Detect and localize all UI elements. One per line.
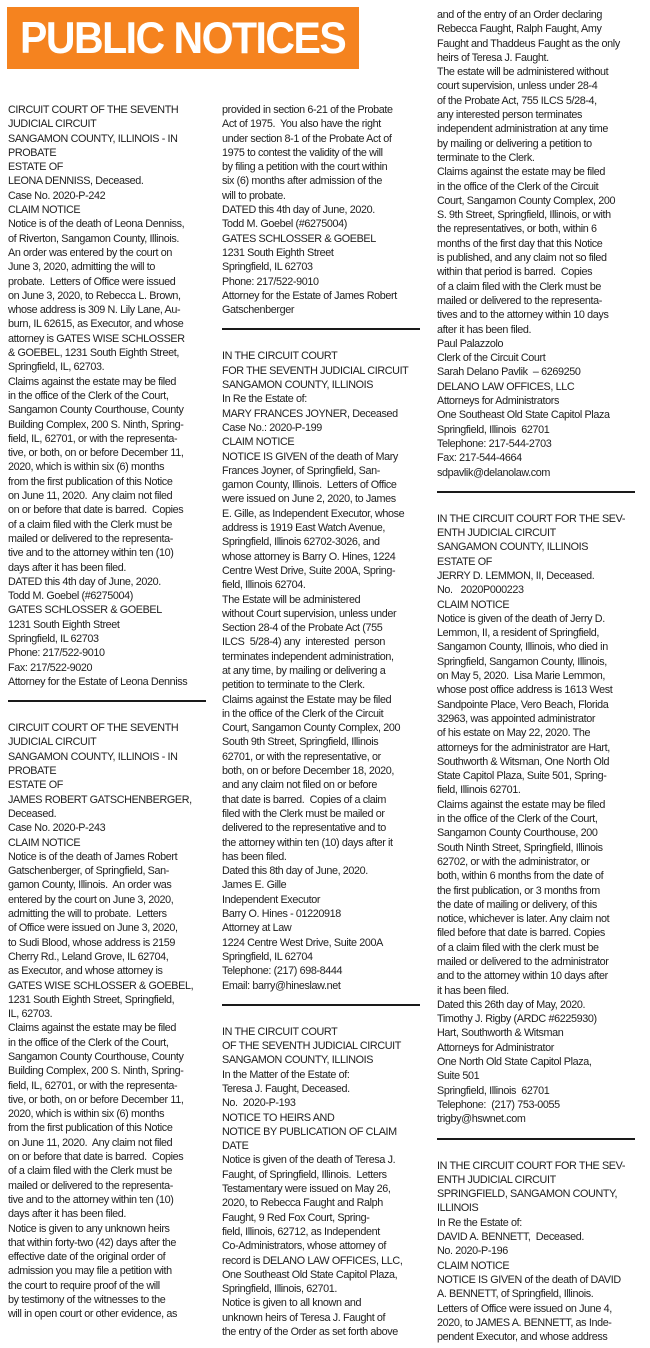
notice-line: DAVID A. BENNETT, Deceased. <box>437 1231 584 1244</box>
notice-line: Clerk of the Circuit Court <box>437 352 546 365</box>
notice-line: ILLINOIS <box>437 1202 479 1215</box>
notice-line: Lemmon, II, a resident of Springfield, <box>437 627 600 640</box>
notice-line: Frances Joyner, of Springfield, San- <box>222 464 380 477</box>
notice-line: 1224 Centre West Drive, Suite 200A <box>222 936 383 949</box>
notice-line: notice, whichever is later. Any claim not <box>437 913 610 926</box>
notice-line: In the Matter of the Estate of: <box>222 1068 350 1081</box>
notice-line: of his estate on May 22, 2020. The <box>437 727 591 740</box>
notice-line: Dated this 8th day of June, 2020. <box>222 865 368 878</box>
notice-line: mailed or delivered to the representa- <box>8 1179 174 1192</box>
notice-line: whose post office address is 1613 West <box>437 684 613 697</box>
notice-line: tive, or both, on or before December 11, <box>8 1093 184 1106</box>
notice-line: Phone: 217/522-9010 <box>222 275 319 288</box>
notice-line: Letters of Office were issued on June 4, <box>437 1302 612 1315</box>
notice-line: NOTICE IS GIVEN of the death of DAVID <box>437 1273 621 1286</box>
notice-line: Gatschenberger <box>222 304 295 317</box>
notice-line: Phone: 217/522-9010 <box>8 647 105 660</box>
notice-line: of a claim filed with the clerk must be <box>437 941 599 954</box>
notice-line: filed before that date is barred. Copies <box>437 927 605 940</box>
notice-line: Springfield, Sangamon County, Illinois, <box>437 655 607 668</box>
notice-line: is published, and any claim not so filed <box>437 252 607 265</box>
notice-line: in the office of the Clerk of the Circuit <box>437 180 599 193</box>
notice-line: to Sudi Blood, whose address is 2159 <box>8 936 175 949</box>
notice-line: petition to terminate to the Clerk. <box>222 679 365 692</box>
notice-line: Springfield, IL 62703 <box>222 261 313 274</box>
notice-line: entered by the court on June 3, 2020, <box>8 893 174 906</box>
notice-divider <box>437 1138 635 1140</box>
notice-line: field, IL, 62701, or with the representa- <box>8 432 178 445</box>
notice-line: field, Illinois 62701. <box>437 784 521 797</box>
notice-line: 1231 South Eighth Street, Springfield, <box>8 993 175 1006</box>
notice-line: tive, or both, on or before December 11, <box>8 447 184 460</box>
notice-line: and any claim not filed on or before <box>222 779 377 792</box>
notice-line: South Ninth Street, Springfield, Illinois <box>437 841 603 854</box>
notice-line: of a claim filed with the Clerk must be <box>437 280 601 293</box>
notice-line: Fax: 217-544-4664 <box>437 452 522 465</box>
notice-line: JERRY D. LEMMON, II, Deceased. <box>437 569 595 582</box>
notice-line: SANGAMON COUNTY, ILLINOIS - IN <box>8 750 178 763</box>
notice-line: Email: barry@hineslaw.net <box>222 979 341 992</box>
notice-line: SANGAMON COUNTY, ILLINOIS <box>222 1054 374 1067</box>
notice-line: 2020, which is within six (6) months <box>8 1108 165 1121</box>
notice-line: from the first publication of this Notice <box>8 475 173 488</box>
notice-line: Co-Administrators, whose attorney of <box>222 1240 386 1253</box>
notice-line: Telephone: 217-544-2703 <box>437 437 552 450</box>
notice-line: 2020, to JAMES A. BENNETT, as Inde- <box>437 1316 612 1329</box>
notice-line: on May 5, 2020. Lisa Marie Lemmon, <box>437 670 605 683</box>
notice-line: DATED this 4th day of June, 2020. <box>222 204 375 217</box>
notice-divider <box>437 491 635 493</box>
public-notices-banner <box>7 7 359 69</box>
notice-line: CLAIM NOTICE <box>8 836 81 849</box>
notice-line: IL, 62703. <box>8 1008 53 1021</box>
notice-line: that within forty-two (42) days after the <box>8 1236 177 1249</box>
page-title: PUBLIC NOTICES <box>20 12 346 63</box>
notice-line: An order was entered by the court on <box>8 246 172 259</box>
notice-line: Attorneys for Administrators <box>437 395 559 408</box>
notice-line: Telephone: (217) 698-8444 <box>222 965 343 978</box>
notice-line: 1231 South Eighth Street <box>8 618 120 631</box>
notice-line: GATES SCHLOSSER & GOEBEL <box>222 232 376 245</box>
notice-line: In Re the Estate of: <box>437 1216 522 1229</box>
notice-line: Rebecca Faught, Ralph Faught, Amy <box>437 23 602 36</box>
notice-lemmon-estate <box>437 512 643 1127</box>
notice-line: effective date of the original order of <box>8 1251 166 1264</box>
notice-line: IN THE CIRCUIT COURT <box>222 1025 338 1038</box>
notice-line: days after it has been filed. <box>8 1208 127 1221</box>
notice-line: One Southeast Old State Capitol Plaza <box>437 409 610 422</box>
notice-line: on June 11, 2020. Any claim not filed <box>8 1136 173 1149</box>
notice-line: field, Illinois 62704. <box>222 579 306 592</box>
notice-line: months of the first day that this Notice <box>437 237 603 250</box>
notice-line: Claims against the estate may be filed <box>437 798 606 811</box>
notice-line: provided in section 6-21 of the Probate <box>222 104 393 116</box>
notice-line: E. Gille, as Independent Executor, whose <box>222 507 405 520</box>
notice-line: in the office of the Clerk of the Court, <box>8 1036 169 1049</box>
notice-line: LEONA DENNISS, Deceased. <box>8 175 144 188</box>
notice-line: Independent Executor <box>222 893 321 906</box>
notice-line: S. 9th Street, Springfield, Illinois, or with <box>437 209 611 222</box>
notice-line: the representatives, or both, within 6 <box>437 223 597 236</box>
notice-line: Gatschenberger, of Springfield, San- <box>8 865 169 878</box>
notice-line: Telephone: (217) 753-0055 <box>437 1098 560 1111</box>
notice-line: Notice is given of the death of Jerry D. <box>437 612 605 625</box>
notice-line: Sangamon County Courthouse, County <box>8 404 184 417</box>
notice-line: on or before that date is barred. Copies <box>8 1151 184 1164</box>
notice-line: ILCS 5/28-4) any interested person <box>222 636 385 649</box>
notice-line: Springfield, IL, 62703. <box>8 361 105 374</box>
notice-line: any interested person terminates <box>437 109 583 122</box>
notice-line: 2020, to Rebecca Faught and Ralph <box>222 1197 383 1210</box>
notice-line: both, within 6 months from the date of <box>437 870 604 883</box>
notice-line: on or before that date is barred. Copies <box>8 504 184 517</box>
notice-line: IN THE CIRCUIT COURT <box>222 350 338 363</box>
notice-line: the date of mailing or delivery, of this <box>437 898 597 911</box>
notice-line: DELANO LAW OFFICES, LLC <box>437 380 575 393</box>
notice-line: FOR THE SEVENTH JUDICIAL CIRCUIT <box>222 364 409 377</box>
notice-line: James E. Gille <box>222 879 287 892</box>
notice-line: tive and to the attorney within ten (10) <box>8 1193 174 1206</box>
notice-line: SPRINGFIELD, SANGAMON COUNTY, <box>437 1188 618 1201</box>
notice-line: attorney is GATES WISE SCHLOSSER <box>8 332 185 345</box>
notice-line: NOTICE TO HEIRS AND <box>222 1111 335 1124</box>
notice-line: No. 2020-P-193 <box>222 1097 296 1110</box>
notice-line: Teresa J. Faught, Deceased. <box>222 1083 350 1095</box>
notice-line: attorneys for the administrator are Hart, <box>437 741 610 754</box>
notice-line: Faught, of Springfield, Illinois. Letters <box>222 1168 387 1181</box>
notice-line: days after it has been filed. <box>8 561 127 574</box>
notice-line: SANGAMON COUNTY, ILLINOIS - IN <box>8 132 178 145</box>
notice-line: within that period is barred. Copies <box>437 266 593 279</box>
notice-line: IN THE CIRCUIT COURT FOR THE SEV- <box>437 512 626 525</box>
notice-line: of the Probate Act, 755 ILCS 5/28-4, <box>437 94 597 107</box>
notice-denniss-estate <box>8 103 214 689</box>
notice-line: MARY FRANCES JOYNER, Deceased <box>222 407 398 420</box>
notice-line: No. 2020-P-196 <box>437 1245 508 1258</box>
notice-line: Barry O. Hines - 01220918 <box>222 908 341 921</box>
notice-line: tives and to the attorney within 10 days <box>437 309 609 322</box>
notice-line: Sangamon County Courthouse, 200 <box>437 827 598 840</box>
notice-line: GATES SCHLOSSER & GOEBEL <box>8 604 162 617</box>
notice-line: field, IL, 62701, or with the representa- <box>8 1079 178 1092</box>
notice-line: Act of 1975. You also have the right <box>222 118 381 131</box>
notice-line: Attorney for the Estate of Leona Denniss <box>8 675 188 688</box>
notice-line: unknown heirs of Teresa J. Faught of <box>222 1311 386 1324</box>
notice-line: Timothy J. Rigby (ARDC #6225930) <box>437 1013 597 1026</box>
notice-line: Notice is of the death of Leona Denniss, <box>8 218 185 231</box>
notice-line: PROBATE <box>8 765 57 778</box>
notice-line: has been filed. <box>222 850 287 863</box>
notice-line: of Riverton, Sangamon County, Illinois. <box>8 232 180 245</box>
notice-line: Testamentary were issued on May 26, <box>222 1183 391 1196</box>
notice-line: CIRCUIT COURT OF THE SEVENTH <box>8 722 179 735</box>
notice-divider <box>222 328 420 330</box>
notice-line: in the office of the Clerk of the Court, <box>437 813 598 826</box>
notice-line: No. 2020P000223 <box>437 584 524 597</box>
notice-line: Notice is given to any unknown heirs <box>8 1222 170 1235</box>
notice-gatschenberger-estate-part-1 <box>8 721 214 1321</box>
notice-line: the attorney within ten (10) days after it <box>222 836 393 849</box>
notice-line: by filing a petition with the court within <box>222 161 388 174</box>
notice-line: Court, Sangamon County Complex, 200 <box>222 722 401 735</box>
notice-line: Building Complex, 200 S. Ninth, Spring- <box>8 418 184 431</box>
notices-column-2 <box>222 103 428 1339</box>
notice-line: Attorney at Law <box>222 922 292 935</box>
notice-line: of a claim filed with the Clerk must be <box>8 1165 172 1178</box>
notice-line: whose attorney is Barry O. Hines, 1224 <box>222 550 396 563</box>
notice-bennett-estate <box>437 1159 643 1345</box>
notice-line: State Capitol Plaza, Suite 501, Spring- <box>437 770 607 783</box>
notice-line: DATED this 4th day of June, 2020. <box>8 575 161 588</box>
notice-line: The Estate will be administered <box>222 593 361 606</box>
notice-line: Section 28-4 of the Probate Act (755 <box>222 622 383 635</box>
notice-line: and of the entry of an Order declaring <box>437 9 603 21</box>
notice-faught-estate-part-2 <box>437 8 643 480</box>
notice-line: Suite 501 <box>437 1070 480 1083</box>
notice-line: Notice is of the death of James Robert <box>8 850 178 863</box>
notice-line: Case No. 2020-P-243 <box>8 822 106 835</box>
notice-line: PROBATE <box>8 146 57 159</box>
notice-line: Notice is given to all known and <box>222 1297 362 1310</box>
notice-line: ESTATE OF <box>8 161 63 174</box>
notice-line: IN THE CIRCUIT COURT FOR THE SEV- <box>437 1159 626 1172</box>
notice-line: In Re the Estate of: <box>222 393 307 406</box>
notice-line: trigby@hswnet.com <box>437 1113 526 1126</box>
notice-line: filed with the Clerk must be mailed or <box>222 807 385 820</box>
notice-divider <box>222 1004 420 1006</box>
notice-line: 62701, or with the representative, or <box>222 750 381 763</box>
notice-line: will in open court or other evidence, as <box>8 1308 178 1321</box>
notice-line: Springfield, IL 62703 <box>8 632 99 645</box>
notice-line: The estate will be administered without <box>437 66 609 79</box>
notice-line: as Executor, and whose attorney is <box>8 965 163 978</box>
notice-line: admission you may file a petition with <box>8 1265 172 1278</box>
notice-line: field, Illinois, 62712, as Independent <box>222 1225 380 1238</box>
notice-line: A. BENNETT, of Springfield, Illinois. <box>437 1288 594 1301</box>
notice-line: CLAIM NOTICE <box>222 436 295 449</box>
notice-line: ENTH JUDICIAL CIRCUIT <box>437 527 556 540</box>
notice-line: Claims against the estate may be filed <box>437 166 606 179</box>
notice-line: Claims against the Estate may be filed <box>222 693 392 706</box>
notice-line: mailed or delivered to the representa- <box>437 294 603 307</box>
notice-line: gamon County, Illinois. Letters of Office <box>222 479 397 492</box>
notice-line: Todd M. Goebel (#6275004) <box>8 590 133 603</box>
notice-line: and to the attorney within 10 days after <box>437 970 608 983</box>
notice-line: ESTATE OF <box>8 779 63 792</box>
notice-line: Attorneys for Administrator <box>437 1041 554 1054</box>
notice-line: Southworth & Witsman, One North Old <box>437 755 610 768</box>
notice-line: Claims against the estate may be filed <box>8 375 177 388</box>
notice-line: JUDICIAL CIRCUIT <box>8 736 97 749</box>
notice-line: Faught and Thaddeus Faught as the only <box>437 37 620 50</box>
notice-line: burn, IL 62615, as Executor, and whose <box>8 318 184 331</box>
notice-line: One North Old State Capitol Plaza, <box>437 1056 592 1069</box>
notice-line: 1975 to contest the validity of the will <box>222 146 383 159</box>
notice-line: Sangamon County Courthouse, County <box>8 1051 184 1063</box>
notice-line: in the office of the Clerk of the Court, <box>8 389 169 402</box>
notice-line: Case No. 2020-P-242 <box>8 189 106 202</box>
notice-line: without Court supervision, unless under <box>222 607 397 620</box>
notice-line: sdpavlik@delanolaw.com <box>437 466 551 479</box>
notice-joyner-estate <box>222 349 428 992</box>
notice-line: CLAIM NOTICE <box>437 1259 510 1272</box>
notices-column-3 <box>437 8 643 1344</box>
notice-line: six (6) months after admission of the <box>222 175 382 188</box>
notice-line: of a claim filed with the Clerk must be <box>8 518 172 531</box>
notice-line: independent administration at any time <box>437 123 609 136</box>
notice-line: NOTICE BY PUBLICATION OF CLAIM <box>222 1125 397 1138</box>
notice-line: record is DELANO LAW OFFICES, LLC, <box>222 1254 403 1267</box>
notice-line: from the first publication of this Notice <box>8 1122 173 1135</box>
notice-line: at any time, by mailing or delivering a <box>222 664 386 677</box>
notice-line: Case No.: 2020-P-199 <box>222 421 322 434</box>
notice-line: terminates independent administration, <box>222 650 394 663</box>
notice-line: Sarah Delano Pavlik – 6269250 <box>437 366 581 379</box>
notice-line: will to probate. <box>222 189 286 202</box>
notice-line: the entry of the Order as set forth above <box>222 1326 398 1339</box>
notice-line: Building Complex, 200 S. Ninth, Spring- <box>8 1065 184 1078</box>
notices-column-1 <box>8 103 214 1322</box>
notice-line: whose address is 309 N. Lily Lane, Au- <box>8 304 181 317</box>
notice-line: in the office of the Clerk of the Circuit <box>222 707 384 720</box>
notice-line: GATES WISE SCHLOSSER & GOEBEL, <box>8 979 194 992</box>
notice-line: Faught, 9 Red Fox Court, Spring- <box>222 1211 370 1224</box>
notice-line: Centre West Drive, Suite 200A, Spring- <box>222 564 396 577</box>
notice-line: 2020, which is within six (6) months <box>8 461 165 474</box>
notice-gatschenberger-estate-part-2 <box>222 103 428 317</box>
notice-line: on June 11, 2020. Any claim not filed <box>8 490 173 503</box>
notice-line: both, on or before December 18, 2020, <box>222 765 395 778</box>
notice-line: South 9th Street, Springfield, Illinois <box>222 736 379 749</box>
notice-line: ENTH JUDICIAL CIRCUIT <box>437 1173 556 1186</box>
notice-line: Springfield, Illinois, 62701. <box>222 1283 338 1296</box>
notice-line: & GOEBEL, 1231 South Eighth Street, <box>8 347 179 360</box>
notice-line: 1231 South Eighth Street <box>222 246 334 259</box>
notice-line: CLAIM NOTICE <box>437 598 510 611</box>
notice-line: CLAIM NOTICE <box>8 204 81 217</box>
notice-line: heirs of Teresa J. Faught. <box>437 51 549 64</box>
notice-line: OF THE SEVENTH JUDICIAL CIRCUIT <box>222 1040 401 1053</box>
notice-line: mailed or delivered to the representa- <box>8 532 174 545</box>
notice-line: Springfield, IL 62704 <box>222 950 313 963</box>
notice-line: pendent Executor, and whose address <box>437 1331 608 1344</box>
notice-line: DATE <box>222 1140 249 1153</box>
notice-line: by testimony of the witnesses to the <box>8 1294 166 1307</box>
notice-line: admitting the will to probate. Letters <box>8 908 167 921</box>
notice-line: terminate to the Clerk. <box>437 151 535 164</box>
notice-line: address is 1919 East Watch Avenue, <box>222 522 385 535</box>
notice-line: SANGAMON COUNTY, ILLINOIS <box>222 379 374 392</box>
notice-line: were issued on June 2, 2020, to James <box>222 493 396 506</box>
notice-line: that date is barred. Copies of a claim <box>222 793 387 806</box>
notice-line: ESTATE OF <box>437 555 492 568</box>
notice-line: JAMES ROBERT GATSCHENBERGER, <box>8 793 192 806</box>
notice-line: One Southeast Old State Capitol Plaza, <box>222 1268 398 1281</box>
notice-line: Notice is given of the death of Teresa J. <box>222 1154 396 1167</box>
notice-line: Springfield, Illinois 62702-3026, and <box>222 536 380 549</box>
notice-line: tive and to the attorney within ten (10) <box>8 547 174 560</box>
notice-line: Dated this 26th day of May, 2020. <box>437 998 586 1011</box>
notice-line: 62702, or with the administrator, or <box>437 855 590 868</box>
notice-line: 32963, was appointed administrator <box>437 712 596 725</box>
notice-line: Claims against the estate may be filed <box>8 1022 177 1035</box>
notice-line: the court to require proof of the will <box>8 1279 160 1292</box>
notice-line: the first publication, or 3 months from <box>437 884 600 897</box>
notice-faught-estate-part-1 <box>222 1025 428 1340</box>
notice-line: Fax: 217/522-9020 <box>8 661 93 674</box>
notice-line: Hart, Southworth & Witsman <box>437 1027 564 1040</box>
notice-line: of Office were issued on June 3, 2020, <box>8 922 178 935</box>
notice-line: Sandpointe Place, Vero Beach, Florida <box>437 698 609 711</box>
notice-line: court supervision, unless under 28-4 <box>437 80 598 93</box>
notice-line: Springfield, Illinois 62701 <box>437 423 550 436</box>
notice-line: Springfield, Illinois 62701 <box>437 1084 550 1097</box>
notice-line: mailed or delivered to the administrator <box>437 956 609 968</box>
notice-line: Court, Sangamon County Complex, 200 <box>437 194 616 207</box>
notice-line: by mailing or delivering a petition to <box>437 137 592 150</box>
notice-line: under section 8-1 of the Probate Act of <box>222 132 392 145</box>
notice-line: JUDICIAL CIRCUIT <box>8 118 97 131</box>
notice-line: delivered to the representative and to <box>222 822 386 835</box>
notice-line: Attorney for the Estate of James Robert <box>222 289 397 302</box>
notice-line: Todd M. Goebel (#6275004) <box>222 218 347 231</box>
notice-line: Deceased. <box>8 807 57 820</box>
notice-line: Sangamon County, Illinois, who died in <box>437 641 608 654</box>
notice-line: NOTICE IS GIVEN of the death of Mary <box>222 450 398 463</box>
notice-line: CIRCUIT COURT OF THE SEVENTH <box>8 104 179 116</box>
notice-divider <box>8 700 206 702</box>
notice-line: after it has been filed. <box>437 323 532 336</box>
notice-line: gamon County, Illinois. An order was <box>8 879 172 892</box>
notice-line: June 3, 2020, admitting the will to <box>8 261 155 274</box>
notice-line: it has been filed. <box>437 984 509 997</box>
notice-line: probate. Letters of Office were issued <box>8 275 176 288</box>
notice-line: on June 3, 2020, to Rebecca L. Brown, <box>8 289 181 302</box>
notice-line: Paul Palazzolo <box>437 337 504 350</box>
notice-line: Cherry Rd., Leland Grove, IL 62704, <box>8 950 169 963</box>
notice-line: SANGAMON COUNTY, ILLINOIS <box>437 541 589 554</box>
